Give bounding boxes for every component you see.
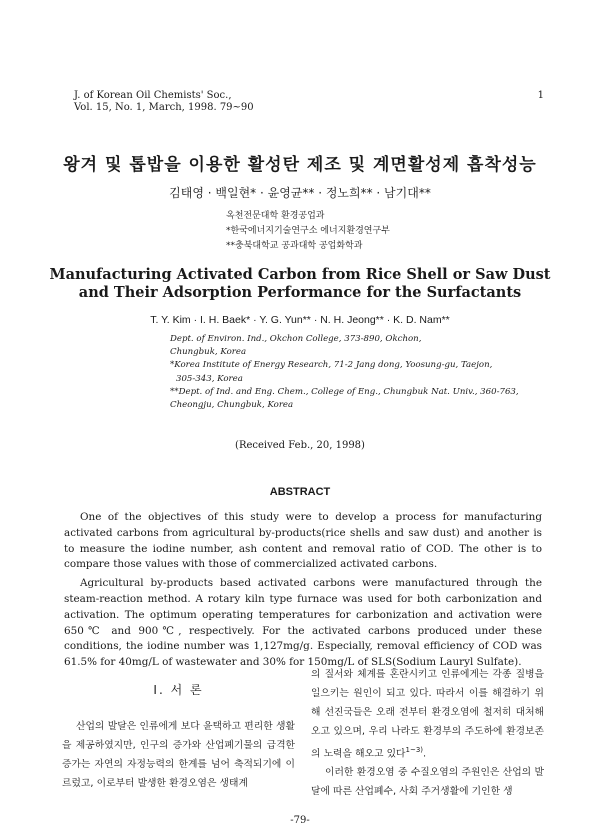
korean-affiliation: **충북대학교 공과대학 공업화학과: [226, 241, 363, 251]
body-paragraph: 이러한 환경오염 중 수질오염의 주원인은 산업의 발달에 따른 산업폐수, 사회 주거생활에 기인한 생: [311, 767, 544, 798]
korean-affiliation: *한국에너지기술연구소 에너지환경연구부: [226, 226, 390, 236]
english-affiliation-line: 305-343, Korea: [176, 373, 243, 384]
abstract-body: [64, 510, 542, 674]
journal-line-1: J. of Korean Oil Chemists' Soc.,: [74, 90, 232, 101]
english-authors: T. Y. Kim · I. H. Baek* · Y. G. Yun** · N. H. Jeong** · K. D. Nam**: [150, 314, 450, 326]
received-date: (Received Feb., 20, 1998): [235, 440, 365, 451]
abstract-paragraph: One of the objectives of this study were to develop a process for manufacturing activated carbons from agricultural by-products(rice shells and saw dust) and another is to measure the iodine number, ash content and removal ratio of COD. The other is to compare those values with those of commercialized activated carbons.: [64, 511, 542, 571]
english-affiliation-line: Chungbuk, Korea: [170, 347, 247, 358]
body-paragraph: [311, 665, 544, 763]
english-affiliation-line: Cheongju, Chungbuk, Korea: [170, 400, 294, 411]
body-paragraph-text: 의 질서와 체계를 혼란시키고 인류에게는 각종 질병을 일으키는 원인이 되고 있다. 따라서 이를 해결하기 위해 선진국들은 오래 전부터 환경오염에 철저히 대처해 오고 있으며, 우리 나라도 환경부의 주도하에 환경보존의 노력을 해오고 있다: [311, 669, 544, 760]
english-affiliation-line: **Dept. of Ind. and Eng. Chem., College of Eng., Chungbuk Nat. Univ., 360-763,: [170, 386, 519, 397]
english-title-line-2: and Their Adsorption Performance for the Surfactants: [78, 284, 522, 301]
korean-title: 왕겨 및 톱밥을 이용한 활성탄 제조 및 계면활성제 흡착성능: [63, 155, 537, 175]
english-affiliation-line: Dept. of Environ. Ind., Okchon College, 373-890, Okchon,: [170, 334, 422, 344]
korean-affiliation: 옥천전문대학 환경공업과: [226, 211, 325, 221]
abstract-paragraph: Agricultural by-products based activated carbons were manufactured through the steam-reaction method. A rotary kiln type furnace was used for both carbonization and activation. The optimum operating temperatures for carbonization and activation were 650℃ and 900℃, respectively. For the activated carbons produced under these conditions, the iodine number was 1,127mg/g. Especially, removal efficiency of COD was 61.5% for 40mg/L of wastewater and 30% for 150mg/L of SLS(Sodium Lauryl Sulfate).: [64, 577, 542, 669]
english-title: [0, 266, 600, 302]
sentence-end: .: [423, 748, 427, 760]
body-paragraph: 산업의 발달은 인류에게 보다 윤택하고 편리한 생활을 제공하였지만, 인구의 증가와 산업폐기물의 급격한 증가는 자연의 자정능력의 한계를 넘어 축적되기에 이르렀고, 이로부터 발생한 환경오염은 생태계: [62, 721, 295, 789]
english-affiliations: [170, 333, 519, 412]
right-column: [311, 665, 544, 801]
journal-line-2: Vol. 15, No. 1, March, 1998. 79~90: [74, 102, 254, 113]
journal-citation: [74, 90, 254, 114]
top-page-number: 1: [537, 90, 544, 101]
left-column: [62, 665, 295, 793]
english-affiliation-line: *Korea Institute of Energy Research, 71-2 Jang dong, Yoosung-gu, Taejon,: [170, 360, 493, 371]
reference-citation: 1~3): [405, 746, 424, 754]
korean-authors: 김태영 · 백일현* · 윤영균** · 정노희** · 남기대**: [169, 186, 431, 200]
section-title: I. 서 론: [153, 683, 204, 697]
footer-page-number: -79-: [290, 815, 310, 826]
english-title-line-1: Manufacturing Activated Carbon from Rice Shell or Saw Dust: [49, 266, 551, 283]
abstract-heading: ABSTRACT: [269, 486, 331, 498]
korean-affiliations: [226, 209, 390, 254]
